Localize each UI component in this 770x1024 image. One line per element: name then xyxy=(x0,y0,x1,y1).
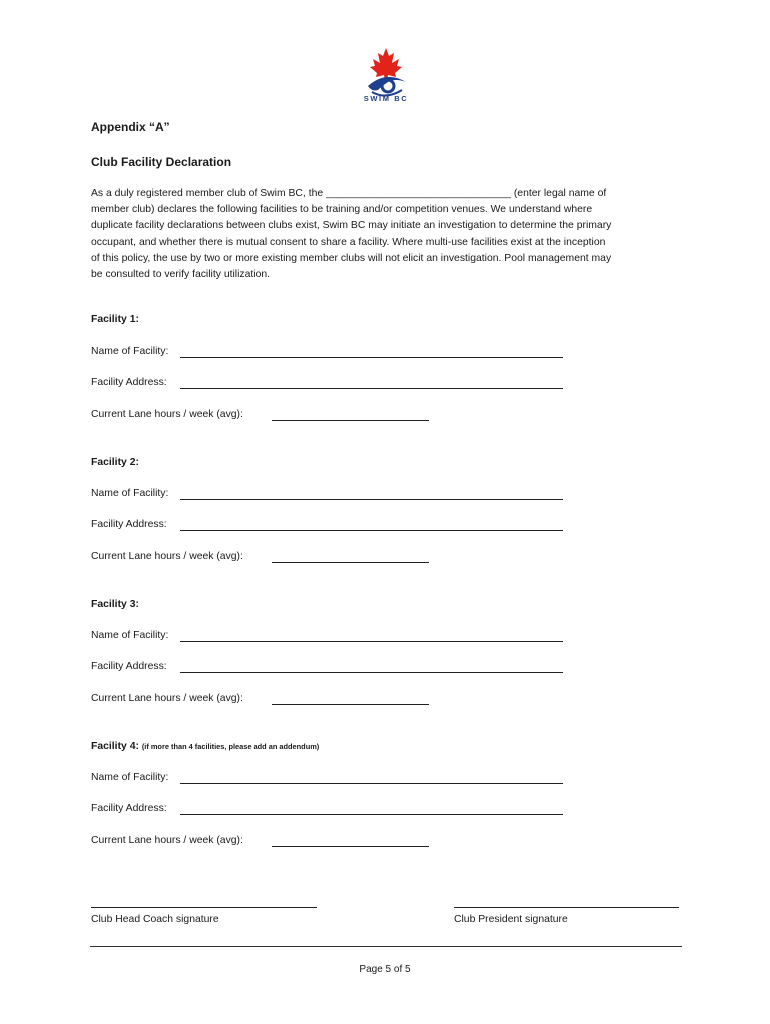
coach-signature-field[interactable] xyxy=(91,907,317,908)
facility-3-hours-field[interactable] xyxy=(272,704,429,705)
facility-4-hours-label: Current Lane hours / week (avg): xyxy=(91,835,243,846)
addendum-note: (if more than 4 facilities, please add an addendum) xyxy=(141,742,320,751)
president-signature-field[interactable] xyxy=(454,907,679,908)
intro-line: As a duly registered member club of Swim BC, the ________________________________ (enter legal name of xyxy=(91,188,607,199)
facility-1-heading: Facility 1: xyxy=(91,314,139,325)
logo-text: SWIM BC xyxy=(363,94,409,103)
intro-line: duplicate facility declarations between clubs exist, Swim BC may initiate an investigation to determine the primary xyxy=(91,220,612,232)
page-number: Page 5 of 5 xyxy=(359,964,411,975)
facility-4-name-field[interactable] xyxy=(180,783,563,784)
intro-line: member club) declares the following facilities to be training and/or competition venues. We understand where xyxy=(91,204,593,216)
facility-2-address-field[interactable] xyxy=(180,530,563,531)
facility-2-name-label: Name of Facility: xyxy=(91,488,169,499)
intro-line: of this policy, the use by two or more existing member clubs will not elicit an investigation. Pool management may xyxy=(91,252,612,264)
facility-4-hours-field[interactable] xyxy=(272,846,429,847)
facility-2-name-field[interactable] xyxy=(180,499,563,500)
facility-1-name-label: Name of Facility: xyxy=(91,346,169,357)
appendix-title: Appendix “A” xyxy=(91,120,170,134)
facility-1-address-field[interactable] xyxy=(180,388,563,389)
facility-4-name-label: Name of Facility: xyxy=(91,772,169,783)
facility-3-address-label: Facility Address: xyxy=(91,661,167,672)
facility-4-address-field[interactable] xyxy=(180,814,563,815)
facility-3-name-label: Name of Facility: xyxy=(91,630,169,641)
president-signature-label: Club President signature xyxy=(454,914,568,925)
facility-2-heading: Facility 2: xyxy=(91,457,139,468)
facility-1-name-field[interactable] xyxy=(180,357,563,358)
facility-3-hours-label: Current Lane hours / week (avg): xyxy=(91,693,243,704)
facility-3-heading: Facility 3: xyxy=(91,599,139,610)
facility-1-address-label: Facility Address: xyxy=(91,377,167,388)
facility-2-hours-field[interactable] xyxy=(272,562,429,563)
facility-4-address-label: Facility Address: xyxy=(91,803,167,814)
footer-divider xyxy=(90,946,682,947)
facility-4-heading: Facility 4: (if more than 4 facilities, please add an addendum) xyxy=(91,741,320,752)
intro-paragraph xyxy=(91,186,691,283)
facility-3-name-field[interactable] xyxy=(180,641,563,642)
declaration-title: Club Facility Declaration xyxy=(91,155,232,169)
facility-1-hours-label: Current Lane hours / week (avg): xyxy=(91,409,243,420)
intro-line: be consulted to verify facility utilization. xyxy=(91,269,271,281)
intro-line: occupant, and whether there is mutual consent to share a facility. Where multi-use facilities exist at the inception xyxy=(91,236,606,248)
facility-2-hours-label: Current Lane hours / week (avg): xyxy=(91,551,243,562)
facility-2-address-label: Facility Address: xyxy=(91,519,167,530)
facility-3-address-field[interactable] xyxy=(180,672,563,673)
facility-1-hours-field[interactable] xyxy=(272,420,429,421)
coach-signature-label: Club Head Coach signature xyxy=(91,914,219,925)
